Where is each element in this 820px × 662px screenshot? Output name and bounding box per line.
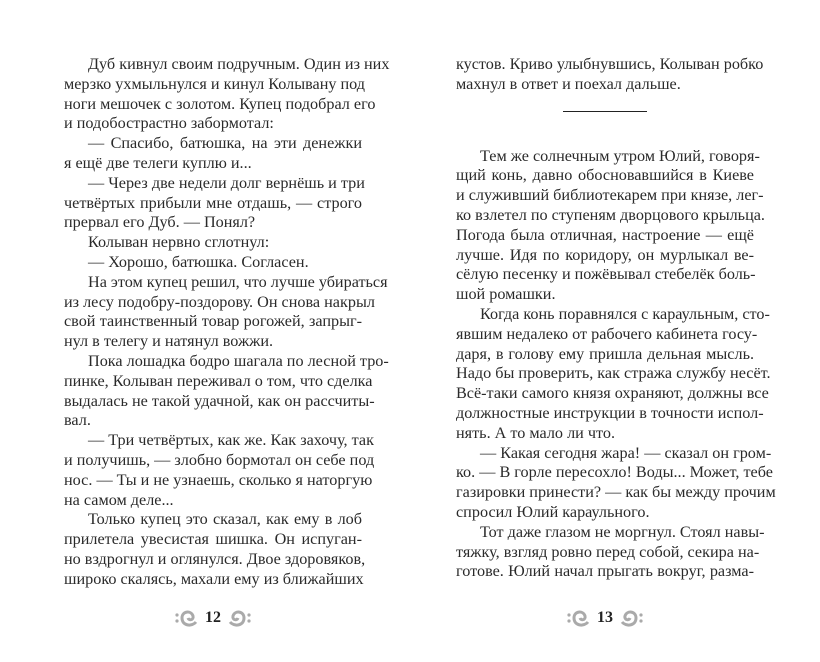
- text-line: Надо бы проверить, как стража службу несёт.: [456, 364, 771, 383]
- text-line: Дуб кивнул своим подручным. Один из них: [88, 55, 390, 73]
- text-line: мерзко ухмыльнулся и кинул Колывану под: [64, 74, 366, 93]
- ornament-left-icon: [174, 608, 200, 628]
- text-line: должностные инструкции в точности испол-: [456, 403, 764, 422]
- paragraph: [456, 146, 765, 305]
- text-line: пинке, Колыван переживал о том, что сделка: [64, 371, 373, 390]
- paragraph: [64, 431, 375, 510]
- page-number: 13: [597, 609, 613, 626]
- text-line: прилетела увесистая шишка. Он испуган-: [64, 530, 362, 549]
- text-line: — Спасибо, батюшка, на эти денежки: [88, 134, 362, 153]
- text-line: На этом купец решил, что лучше убираться: [88, 272, 388, 291]
- text-line: Когда конь поравнялся с караульным, сто-: [480, 304, 770, 323]
- text-line: — Хорошо, батюшка. Согласен.: [88, 252, 309, 271]
- text-line: сёлую песенку и пожёвывал стебелёк боль-: [456, 265, 756, 284]
- text-line: и служивший библиотекарем при князе, лег-: [456, 186, 764, 205]
- text-line: Только купец это сказал, как ему в лоб: [88, 510, 362, 529]
- text-line: даря, в голову ему пришла дельная мысль.: [456, 344, 754, 363]
- text-line: явшим недалеко от рабочего кабинета госу-: [456, 324, 758, 343]
- text-line: газировки принести? — как бы между прочим: [456, 483, 776, 502]
- text-line: тяжку, взгляд ровно перед собой, секира на-: [456, 542, 760, 561]
- page-number-left: [153, 608, 273, 628]
- text-line: ко. — В горле пересохло! Воды... Может, тебе: [456, 463, 773, 482]
- paragraph: [456, 55, 764, 95]
- text-line: — Через две недели долг вернёшь и три: [88, 173, 365, 192]
- text-line: ноги мешочек с золотом. Купец подобрал его: [64, 94, 376, 113]
- text-line: Погода была отличная, настроение — ещё: [456, 225, 754, 244]
- text-line: выдалась не такой удачной, как он рассчиты-: [64, 391, 375, 410]
- paragraph: [456, 443, 776, 523]
- text-line: щий конь, давно обосновавшийся в Киеве: [456, 166, 754, 185]
- paragraph: [64, 272, 388, 352]
- text-line: Тот даже глазом не моргнул. Стоял навы-: [480, 522, 765, 541]
- text-line: нул в телегу и натянул вожжи.: [64, 332, 274, 351]
- text-line: готове. Юлий начал прыгать вокруг, разма-: [456, 562, 754, 581]
- text-line: я ещё две телеги куплю и...: [64, 153, 252, 172]
- paragraph: [64, 173, 365, 233]
- text-line: — Три четвёртых, как же. Как захочу, так: [88, 431, 374, 450]
- text-line: прервал его Дуб. — Понял?: [64, 213, 256, 232]
- paragraph: [456, 522, 765, 582]
- continued-paragraph: [456, 55, 764, 95]
- text-line: свой таинственный товар рогожей, запрыг-: [64, 312, 362, 331]
- text-line: Пока лошадка бодро шагала по лесной тро-: [88, 351, 389, 370]
- text-line: махнул в ответ и поехал дальше.: [456, 74, 681, 93]
- text-line: шой ромашки.: [456, 285, 556, 304]
- ornament-left-icon: [566, 608, 592, 628]
- text-line: и получишь, — злобно бормотал он себе под: [64, 450, 375, 469]
- text-line: кустов. Криво улыбнувшись, Колыван робко: [456, 55, 764, 73]
- text-line: из лесу подобру-поздорову. Он снова накрыл: [64, 292, 375, 311]
- page-number-right: [545, 608, 665, 628]
- page-number: 12: [205, 609, 221, 626]
- text-line: нос. — Ты и не узнаешь, сколько я наторгую: [64, 470, 373, 489]
- text-line: Всё-таки самого князя охраняют, должны все: [456, 384, 769, 403]
- text-line: четвёртых прибыли мне отдашь, — строго: [64, 193, 362, 212]
- text-line: Тем же солнечным утром Юлий, говоря-: [480, 146, 760, 165]
- text-line: — Какая сегодня жара! — сказал он гром-: [480, 443, 772, 462]
- paragraph: [64, 55, 390, 134]
- text-line: на самом деле...: [64, 490, 174, 509]
- text-line: и подобострастно забормотал:: [64, 114, 274, 133]
- paragraph: [456, 304, 771, 444]
- paragraph: [64, 134, 362, 174]
- ornament-right-icon: [226, 608, 252, 628]
- paragraph: [64, 510, 366, 589]
- left-page-text: [64, 55, 390, 590]
- text-line: нять. А то мало ли что.: [456, 423, 616, 442]
- paragraph: [64, 351, 389, 431]
- text-line: спросил Юлий караульного.: [456, 502, 650, 521]
- section-divider: [563, 111, 647, 113]
- text-line: широко скалясь, махали ему из ближайших: [64, 569, 364, 588]
- right-page-text: [456, 55, 776, 582]
- text-line: но вздрогнул и оглянулся. Двое здоровяков,: [64, 549, 366, 568]
- text-line: Колыван нервно сглотнул:: [88, 233, 270, 252]
- text-line: вал.: [64, 411, 91, 430]
- paragraph: [64, 233, 362, 253]
- text-line: лучше. Идя по коридору, он мурлыкал ве-: [456, 245, 754, 264]
- paragraph: [64, 253, 362, 273]
- right-page-body: [456, 146, 776, 583]
- ornament-right-icon: [618, 608, 644, 628]
- text-line: ко взлетел по ступеням дворцового крыльца.: [456, 205, 765, 224]
